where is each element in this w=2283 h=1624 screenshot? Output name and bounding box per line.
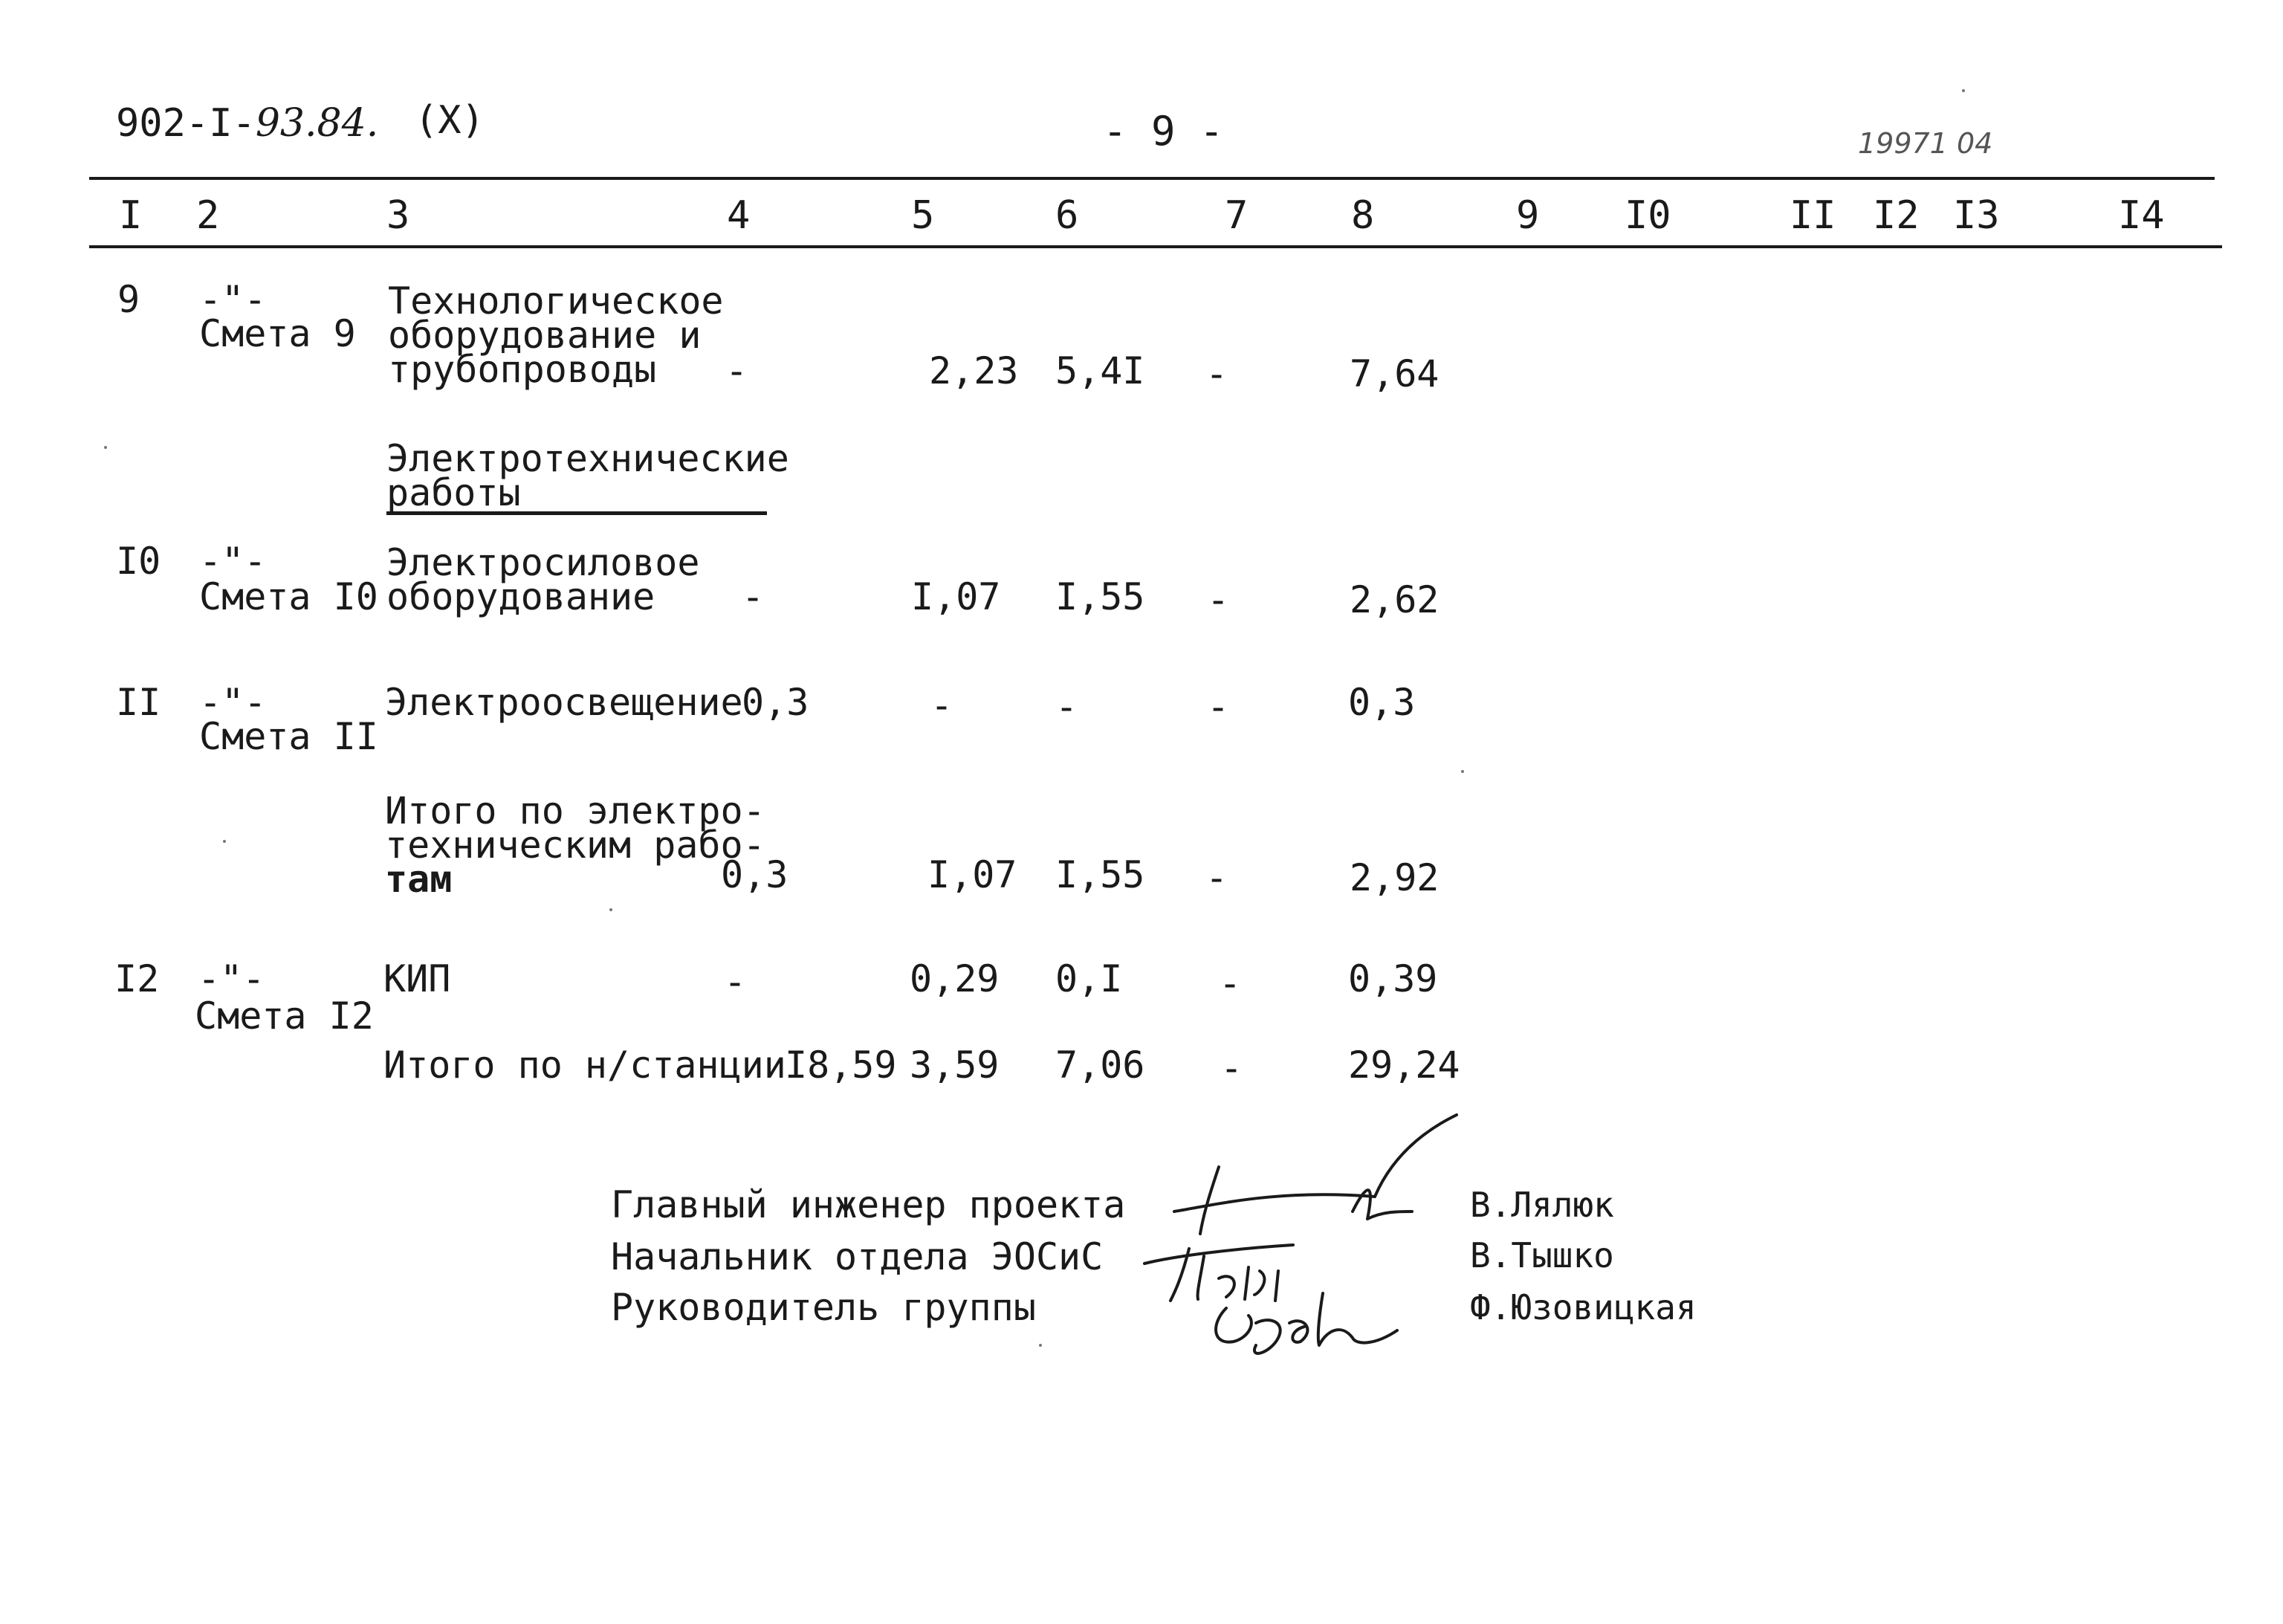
row-10-number: I0 <box>116 540 161 583</box>
handwritten-signatures <box>1130 1100 1471 1368</box>
row-11-estimate: Смета II <box>199 715 378 758</box>
section-electrical-heading <box>386 437 789 515</box>
row-10-col6: I,55 <box>1055 575 1145 618</box>
header-bottom-rule <box>89 245 2222 248</box>
column-number-14: I4 <box>2118 193 2165 238</box>
subtotal-electrical-line-2: техническим рабо- <box>385 824 765 867</box>
scan-speck <box>1962 89 1965 92</box>
column-number-11: II <box>1790 193 1836 238</box>
scan-speck <box>1039 1344 1042 1347</box>
row-9-name-line-2: оборудование и <box>388 314 702 357</box>
column-number-5: 5 <box>911 193 935 238</box>
row-12-col8: 0,39 <box>1348 957 1438 1000</box>
scan-speck <box>1461 770 1464 773</box>
row-10-estimate: Смета I0 <box>199 575 378 618</box>
row-11-col8: 0,3 <box>1348 681 1416 724</box>
row-10-ditto: -"- <box>199 540 267 583</box>
total-station-col8: 29,24 <box>1348 1044 1460 1087</box>
header-top-rule <box>89 177 2215 180</box>
subtotal-electrical-line-1: Итого по электро- <box>385 789 765 832</box>
row-12-ditto: -"- <box>198 957 265 1000</box>
row-9-col5: 2,23 <box>929 349 1019 392</box>
column-number-4: 4 <box>727 193 751 238</box>
row-10-col7: - <box>1207 578 1230 621</box>
scan-speck <box>104 446 107 449</box>
scan-speck <box>609 908 612 911</box>
column-number-9: 9 <box>1516 193 1540 238</box>
subtotal-electrical-line-3: там <box>385 858 453 901</box>
row-11-number: II <box>116 681 161 724</box>
row-10-name-line-2: оборудование <box>386 575 655 618</box>
column-number-8: 8 <box>1351 193 1375 238</box>
column-number-2: 2 <box>196 193 220 238</box>
signature-name-group-leader: Ф.Юзовицкая <box>1470 1287 1697 1327</box>
row-10-name <box>386 541 700 618</box>
row-12-name: КИП <box>383 957 451 1000</box>
row-12-col4: - <box>724 960 747 1003</box>
row-11-col7: - <box>1207 685 1230 728</box>
row-11-name: Электроосвещение <box>385 681 743 724</box>
row-12-col5: 0,29 <box>910 957 1000 1000</box>
document-code <box>116 101 379 146</box>
row-9-ditto: -"- <box>199 278 267 321</box>
row-10-col8: 2,62 <box>1350 578 1440 621</box>
row-11-col4: 0,3 <box>742 681 809 724</box>
row-10-name-line-1: Электросиловое <box>386 541 700 584</box>
row-10-col5: I,07 <box>911 575 1001 618</box>
row-12-col7: - <box>1219 962 1242 1005</box>
total-station-col5: 3,59 <box>910 1044 1000 1087</box>
row-9-col7: - <box>1205 352 1228 395</box>
row-9-name <box>388 279 724 391</box>
signature-role-department-head: Начальник отдела ЭОСиС <box>611 1235 1104 1278</box>
total-station-col4: I8,59 <box>785 1044 897 1087</box>
column-number-13: I3 <box>1953 193 2000 238</box>
subtotal-electrical-col4: 0,3 <box>721 853 788 896</box>
row-12-estimate: Смета I2 <box>195 994 374 1038</box>
subtotal-electrical-col6: I,55 <box>1055 853 1145 896</box>
column-number-10: I0 <box>1625 193 1671 238</box>
row-12-number: I2 <box>114 957 160 1000</box>
subtotal-electrical-col8: 2,92 <box>1350 856 1440 899</box>
total-station-col7: - <box>1220 1046 1243 1090</box>
subtotal-electrical-col5: I,07 <box>927 853 1017 896</box>
document-code-prefix: 902-I- <box>116 101 256 146</box>
row-9-number: 9 <box>117 278 140 321</box>
column-number-3: 3 <box>386 193 410 238</box>
row-9-name-line-3: трубопроводы <box>388 348 657 391</box>
row-9-col6: 5,4I <box>1055 349 1145 392</box>
row-11-col6: - <box>1055 685 1078 728</box>
signature-role-chief-engineer: Главный инженер проекта <box>611 1183 1126 1226</box>
subtotal-electrical-name <box>385 789 765 901</box>
document-code-handwritten: 93.84. <box>255 101 379 146</box>
column-number-7: 7 <box>1225 193 1249 238</box>
column-number-1: I <box>119 193 143 238</box>
section-heading-line-1: Электротехнические <box>386 437 789 480</box>
row-11-ditto: -"- <box>199 681 267 724</box>
row-10-col4: - <box>742 575 765 618</box>
section-heading-line-2: работы <box>386 476 767 515</box>
page-number: - 9 - <box>1103 108 1224 155</box>
column-number-6: 6 <box>1055 193 1079 238</box>
row-9-name-line-1: Технологическое <box>388 279 724 323</box>
row-11-col5: - <box>930 684 953 727</box>
signature-name-department-head: В.Тышко <box>1470 1235 1614 1275</box>
row-12-col6: 0,I <box>1055 957 1123 1000</box>
subtotal-electrical-col7: - <box>1205 856 1228 899</box>
row-9-col8: 7,64 <box>1350 352 1440 395</box>
scan-speck <box>223 840 226 843</box>
total-station-name: Итого по н/станции <box>383 1044 786 1087</box>
row-9-estimate: Смета 9 <box>199 312 356 355</box>
signature-role-group-leader: Руководитель группы <box>611 1286 1036 1329</box>
total-station-col6: 7,06 <box>1055 1044 1145 1087</box>
archive-stamp: 19971 04 <box>1858 127 1993 160</box>
column-number-12: I2 <box>1873 193 1920 238</box>
document-code-suffix: (X) <box>415 98 485 143</box>
row-9-col4: - <box>725 349 748 392</box>
signature-name-chief-engineer: В.Лялюк <box>1470 1185 1614 1225</box>
